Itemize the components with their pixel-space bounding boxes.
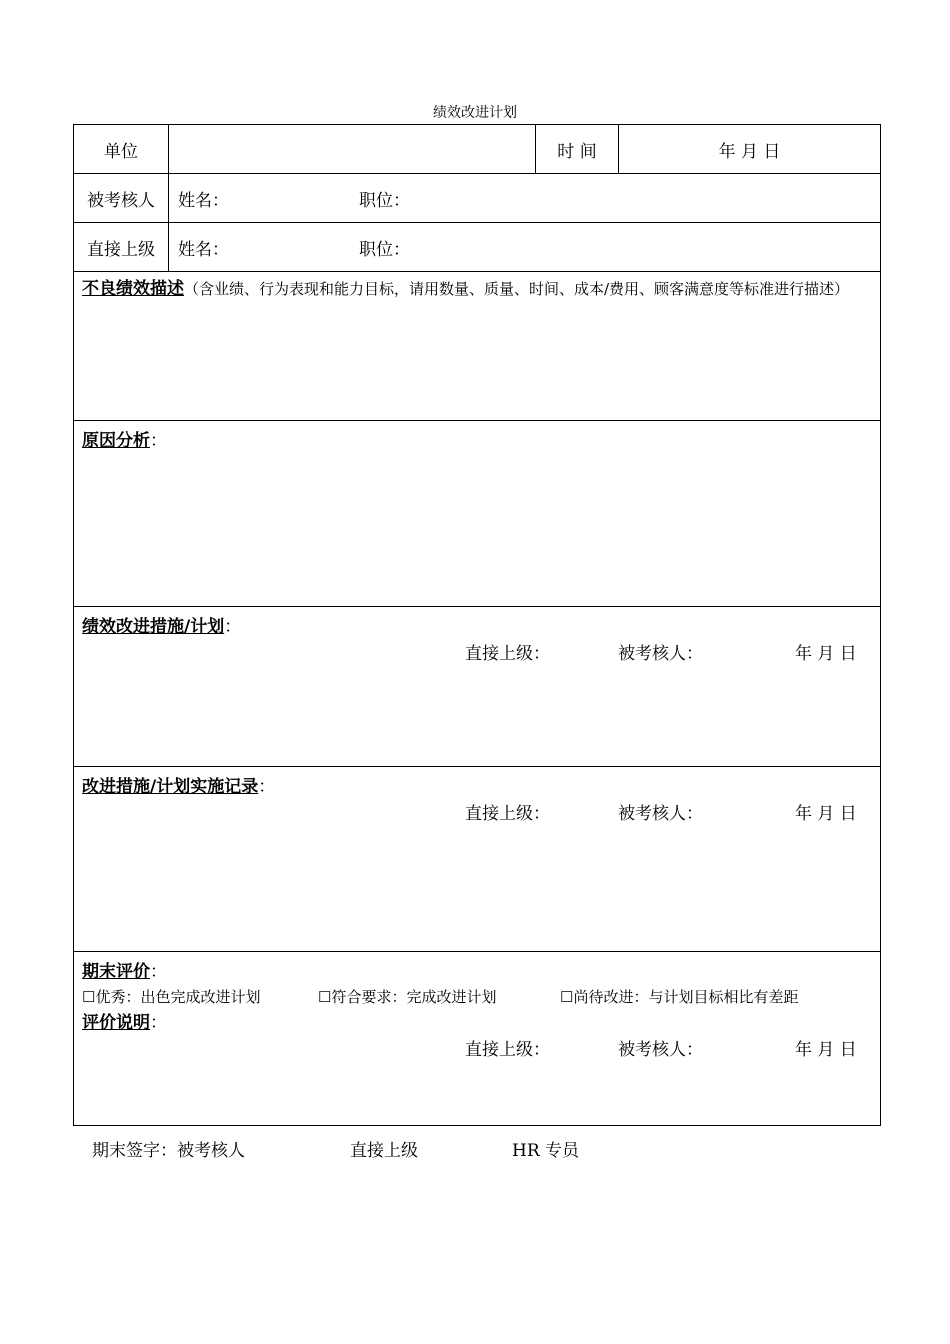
unit-label: 单位 xyxy=(74,125,169,174)
supervisor-name-label: 姓名： xyxy=(178,239,229,260)
final-evaluation-section[interactable] xyxy=(74,952,881,1126)
implementation-record-label: 改进措施/计划实施记录 xyxy=(82,777,259,797)
examinee-position-label: 职位： xyxy=(359,190,410,211)
improvement-plan-label: 绩效改进措施/计划 xyxy=(82,617,225,637)
date-placeholder: 年 月 日 xyxy=(718,141,781,162)
footer-supervisor-label: 直接上级 xyxy=(350,1141,418,1161)
eval-supervisor-sign: 直接上级： xyxy=(465,1040,550,1060)
eval-sign-date: 年 月 日 xyxy=(795,1040,857,1060)
evaluation-explain-colon: ： xyxy=(150,1013,167,1033)
page-title: 绩效改进计划 xyxy=(433,105,517,121)
eval-examinee-sign: 被考核人： xyxy=(618,1040,703,1060)
footer-hr-label: HR 专员 xyxy=(512,1141,580,1161)
poor-performance-section[interactable] xyxy=(74,272,881,421)
time-label: 时 间 xyxy=(536,125,619,174)
examinee-label: 被考核人 xyxy=(74,174,169,223)
evaluation-explain-label: 评价说明 xyxy=(82,1013,150,1033)
improvement-plan-form xyxy=(73,124,881,1126)
plan-examinee-sign: 被考核人： xyxy=(618,644,703,664)
record-supervisor-sign: 直接上级： xyxy=(465,804,550,824)
supervisor-info-field[interactable] xyxy=(169,223,881,272)
final-evaluation-label: 期末评价 xyxy=(82,962,150,982)
plan-supervisor-sign: 直接上级： xyxy=(465,644,550,664)
implementation-record-colon: ： xyxy=(258,777,276,797)
option-meets-checkbox[interactable]: ☐符合要求：完成改进计划 xyxy=(318,988,497,1006)
improvement-plan-section[interactable] xyxy=(74,607,881,767)
poor-performance-label: 不良绩效描述 xyxy=(82,279,184,299)
unit-field[interactable] xyxy=(169,125,536,174)
option-needs-improvement-checkbox[interactable]: ☐尚待改进：与计划目标相比有差距 xyxy=(560,988,799,1006)
cause-analysis-label: 原因分析 xyxy=(82,431,150,451)
plan-sign-date: 年 月 日 xyxy=(795,644,857,664)
record-sign-date: 年 月 日 xyxy=(795,804,857,824)
date-field[interactable] xyxy=(619,125,881,174)
footer-examinee-label: 期末签字：被考核人 xyxy=(92,1141,245,1161)
record-examinee-sign: 被考核人： xyxy=(618,804,703,824)
cause-analysis-section[interactable] xyxy=(74,421,881,607)
examinee-name-label: 姓名： xyxy=(178,190,229,211)
examinee-info-field[interactable] xyxy=(169,174,881,223)
final-evaluation-colon: ： xyxy=(150,962,167,982)
poor-performance-hint: （含业绩、行为表现和能力目标，请用数量、质量、时间、成本/费用、顾客满意度等标准进行描述） xyxy=(184,280,850,298)
implementation-record-section[interactable] xyxy=(74,767,881,952)
cause-analysis-colon: ： xyxy=(150,431,167,451)
option-excellent-checkbox[interactable]: ☐优秀：出色完成改进计划 xyxy=(82,988,261,1006)
improvement-plan-colon: ： xyxy=(224,617,242,637)
supervisor-label: 直接上级 xyxy=(74,223,169,272)
supervisor-position-label: 职位： xyxy=(359,239,410,260)
